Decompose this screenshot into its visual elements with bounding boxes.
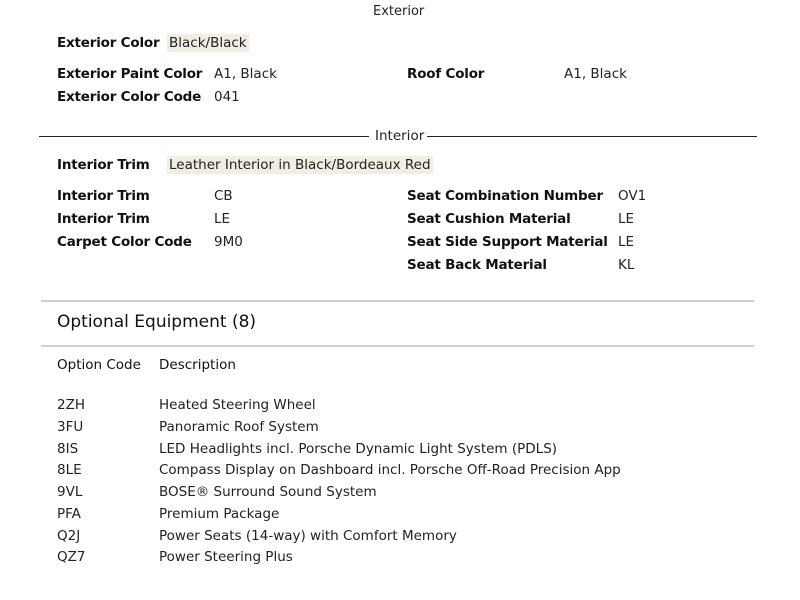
option-code: PFA (57, 506, 81, 522)
option-description: LED Headlights incl. Porsche Dynamic Light System (PDLS) (159, 441, 558, 457)
option-description: Compass Display on Dashboard incl. Porsche Off-Road Precision App (159, 462, 621, 478)
interior-trim-label: Interior Trim (57, 157, 150, 173)
option-description: Premium Package (159, 506, 280, 522)
interior-trim-1-label: Interior Trim (57, 188, 150, 204)
option-code: 3FU (57, 419, 84, 435)
exterior-paint-color-value: A1, Black (214, 66, 277, 82)
interior-trim-value: Leather Interior in Black/Bordeaux Red (169, 157, 431, 173)
seat-cushion-material-value: LE (618, 211, 635, 227)
option-code: 9VL (57, 484, 83, 500)
interior-rule-left (39, 136, 369, 137)
option-description: BOSE® Surround Sound System (159, 484, 377, 500)
option-description: Power Steering Plus (159, 549, 293, 565)
option-description: Heated Steering Wheel (159, 397, 316, 413)
section-divider-top (41, 300, 754, 302)
option-description: Power Seats (14-way) with Comfort Memory (159, 528, 457, 544)
carpet-color-code-value: 9M0 (214, 234, 243, 250)
interior-trim-2-label: Interior Trim (57, 211, 150, 227)
option-code: 2ZH (57, 397, 85, 413)
seat-back-material-value: KL (618, 257, 635, 273)
interior-trim-2-value: LE (214, 211, 231, 227)
interior-rule-right (427, 136, 757, 137)
interior-heading: Interior (375, 128, 425, 144)
option-code: Q2J (57, 528, 81, 544)
carpet-color-code-label: Carpet Color Code (57, 234, 192, 250)
optional-equipment-title: Optional Equipment (8) (57, 312, 257, 332)
roof-color-label: Roof Color (407, 66, 485, 82)
seat-combination-number-label: Seat Combination Number (407, 188, 603, 204)
exterior-color-value: Black/Black (169, 35, 247, 51)
seat-side-support-material-value: LE (618, 234, 635, 250)
exterior-color-label: Exterior Color (57, 35, 160, 51)
option-code: 8IS (57, 441, 79, 457)
exterior-heading: Exterior (373, 4, 425, 19)
seat-side-support-material-label: Seat Side Support Material (407, 234, 608, 250)
option-code: QZ7 (57, 549, 86, 565)
option-code: 8LE (57, 462, 82, 478)
seat-back-material-label: Seat Back Material (407, 257, 547, 273)
exterior-color-code-label: Exterior Color Code (57, 89, 202, 105)
section-divider-bottom (41, 345, 754, 347)
option-description: Panoramic Roof System (159, 419, 319, 435)
column-header-option-code: Option Code (57, 357, 141, 373)
column-header-description: Description (159, 357, 236, 373)
exterior-paint-color-label: Exterior Paint Color (57, 66, 203, 82)
seat-cushion-material-label: Seat Cushion Material (407, 211, 571, 227)
seat-combination-number-value: OV1 (618, 188, 647, 204)
exterior-color-code-value: 041 (214, 89, 240, 105)
interior-trim-1-value: CB (214, 188, 233, 204)
roof-color-value: A1, Black (564, 66, 627, 82)
